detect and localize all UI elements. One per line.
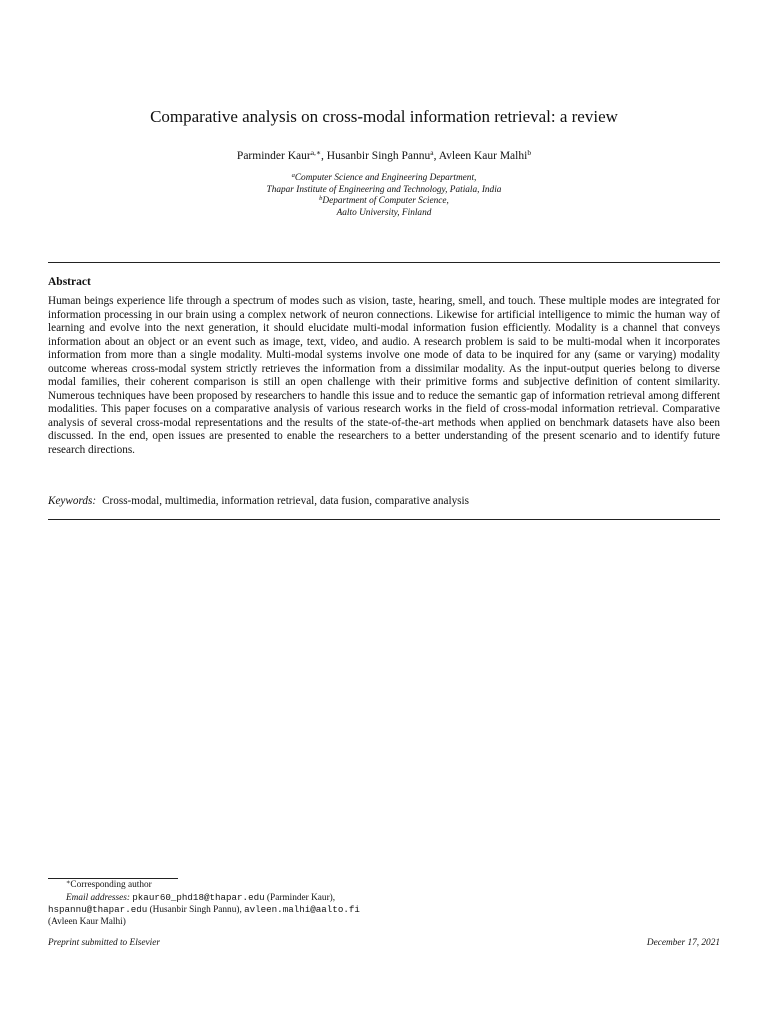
footnote-corresponding-text: Corresponding author — [70, 880, 152, 890]
affiliation-mark: b — [319, 195, 323, 203]
author-affiliation-mark: a,∗ — [310, 148, 322, 157]
affiliations — [0, 173, 768, 220]
email-label: Email addresses: — [66, 892, 130, 903]
affiliation-a-line1 — [0, 173, 768, 185]
author-name: Husanbir Singh Pannu — [326, 150, 431, 162]
preprint-date: December 17, 2021 — [646, 938, 720, 948]
preprint-note: Preprint submitted to Elsevier — [48, 938, 160, 948]
footnote-emails-line2 — [48, 904, 720, 917]
footnote-emails-line3: (Avleen Kaur Malhi) — [48, 916, 126, 927]
email-owner: (Husanbir Singh Pannu), — [147, 905, 245, 916]
author-name: Parminder Kaur — [236, 150, 311, 162]
author-separator: , — [321, 150, 327, 162]
footnote-corresponding — [48, 880, 720, 892]
email-link[interactable]: pkaur60_phd18@thapar.edu — [132, 891, 265, 903]
affiliation-mark: a — [291, 172, 295, 179]
author-list — [0, 149, 768, 163]
paper-title: Comparative analysis on cross-modal information retrieval: a review — [150, 107, 618, 126]
abstract-top-rule — [48, 262, 720, 263]
author-affiliation-mark: b — [527, 148, 532, 157]
affiliation-text: Department of Computer Science, — [322, 196, 449, 207]
footnote-mark: ∗ — [66, 879, 71, 886]
affiliation-a-line2: Thapar Institute of Engineering and Technology, Patiala, India — [266, 184, 502, 195]
author-separator: , — [433, 150, 439, 162]
email-owner: (Parminder Kaur), — [264, 892, 336, 903]
email-link[interactable]: avleen.malhi@aalto.fi — [244, 904, 360, 916]
keywords-text: Cross-modal, multimedia, information retrieval, data fusion, comparative analysis — [102, 495, 469, 507]
email-link[interactable]: hspannu@thapar.edu — [48, 904, 148, 916]
footnotes — [48, 880, 720, 928]
author-affiliation-mark: a — [430, 148, 434, 157]
keywords-label: Keywords: — [48, 495, 97, 507]
keywords — [48, 494, 720, 508]
affiliation-b-line2: Aalto University, Finland — [336, 208, 432, 219]
affiliation-b-line1 — [0, 196, 768, 208]
abstract-bottom-rule — [48, 519, 720, 520]
footnote-emails-line1 — [48, 892, 720, 905]
abstract-body: Human beings experience life through a spectrum of modes such as vision, taste, hearing, smell, and touch. These multiple modes are integrated for information processing in our brain using a complex network of neuron connections. Likewise for artificial intelligence to mimic the human way of learning and evolve into the next generation, it should elucidate multi-modal information fusion efficiently. Modality is a channel that conveys information about an object or an event such as image, text, video, and audio. A research problem is said to be multi-modal when it incorporates information from more than a single modality. Multi-modal systems involve one mode of data to be inquired for any (same or varying) modality outcome whereas cross-modal system strictly retrieves the information from a dissimilar modality. As the input-output queries belong to diverse modal families, their coherent comparison is still an open challenge with their primitive forms and subjective definition of content similarity. Numerous techniques have been proposed by researchers to handle this issue and to reduce the semantic gap of information retrieval among different modalities. This paper focuses on a comparative analysis of various research works in the field of cross-modal information retrieval. Comparative analysis of several cross-modal representations and the results of the state-of-the-art methods when applied on benchmark datasets have also been discussed. In the end, open issues are presented to enable the researchers to a better understanding of the present scenario and to identify future research directions. — [48, 295, 720, 456]
author-name: Avleen Kaur Malhi — [438, 150, 528, 162]
affiliation-text: Computer Science and Engineering Department, — [294, 173, 477, 183]
abstract-heading: Abstract — [48, 276, 91, 288]
